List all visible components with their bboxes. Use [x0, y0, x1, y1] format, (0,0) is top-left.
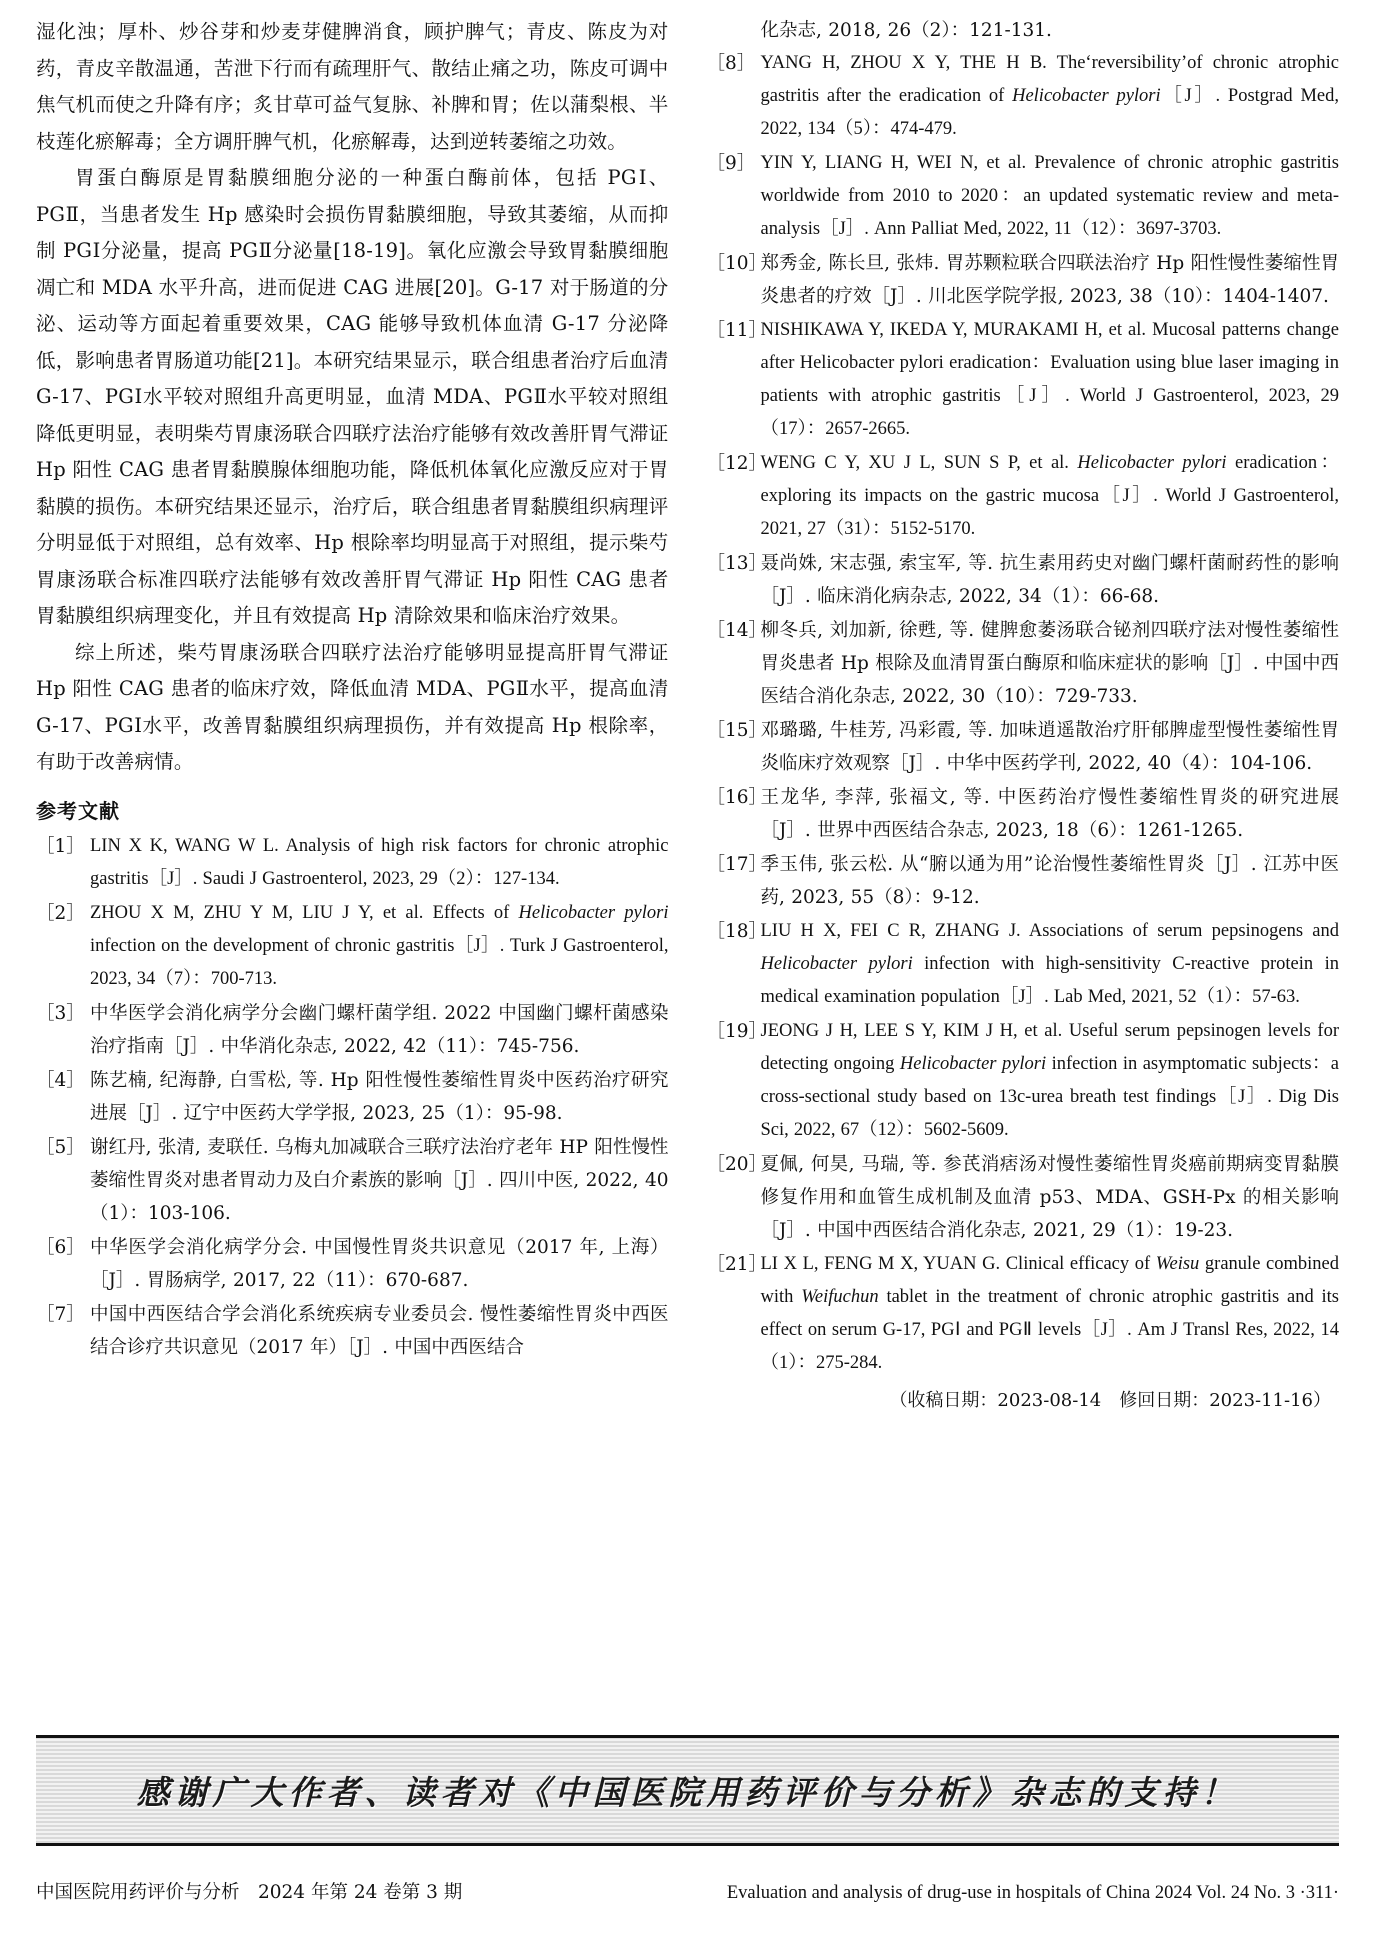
- references-heading: 参考文献: [36, 798, 120, 823]
- reference-item: [707, 147, 1340, 246]
- reference-number: ［2］: [36, 902, 85, 924]
- reference-number: ［8］: [706, 53, 756, 74]
- reference-item: [707, 47, 1340, 146]
- reference-text: ZHOU X M, ZHU Y M, LIU J Y, et al. Effects of Helicobacter pylori infection on the development of chronic gastritis［J］. Turk J Gastroenterol, 2023, 34（7）：700-713.: [90, 902, 669, 989]
- reference-item: [36, 1064, 669, 1130]
- reference-list-left: [36, 830, 669, 1364]
- reference-number: ［6］: [36, 1236, 85, 1258]
- reference-text: LI X L, FENG M X, YUAN G. Clinical efficacy of Weisu granule combined with Weifuchun tablet in the treatment of chronic atrophic gastritis and its effect on serum G-17, PGⅠ and PGⅡ levels［J］. Am J Transl Res, 2022, 14（1）：275-284.: [760, 1254, 1339, 1373]
- reference-text: 中华医学会消化病学分会幽门螺杆菌学组. 2022 中国幽门螺杆菌感染治疗指南［J］. 中华消化杂志, 2022, 42（11）：745-756.: [90, 1002, 669, 1057]
- reference-text: JEONG J H, LEE S Y, KIM J H, et al. Useful serum pepsinogen levels for detecting ongoing Helicobacter pylori infection in asymptomatic subjects：a cross-sectional study based on 13c-urea breath test findings［J］. Dig Dis Sci, 2022, 67（12）：5602-5609.: [760, 1021, 1339, 1140]
- reference-number: ［7］: [36, 1303, 85, 1325]
- reference-item: [707, 447, 1340, 546]
- reference-item: [36, 897, 669, 996]
- reference-text: 中华医学会消化病学分会. 中国慢性胃炎共识意见（2017 年, 上海）［J］. 胃肠病学, 2017, 22（11）：670-687.: [90, 1236, 669, 1291]
- reference-number: ［20］: [706, 1154, 768, 1175]
- reference-item: [707, 848, 1340, 914]
- received-revised-dates: （收稿日期：2023-08-14 修回日期：2023-11-16）: [889, 1390, 1331, 1411]
- banner-text: 感谢广大作者、读者对《中国医院用药评价与分析》杂志的支持！: [136, 1773, 1239, 1812]
- right-column: [707, 14, 1340, 1714]
- reference-list-right: [707, 47, 1340, 1380]
- reference-number-spacer: [707, 14, 761, 47]
- reference-text: 陈艺楠, 纪海静, 白雪松, 等. Hp 阳性慢性萎缩性胃炎中医药治疗研究进展［J］. 辽宁中医药大学学报, 2023, 25（1）：95-98.: [90, 1069, 669, 1124]
- reference-text: 季玉伟, 张云松. 从“腑以通为用”论治慢性萎缩性胃炎［J］. 江苏中医药, 2023, 55（8）：9-12.: [760, 854, 1339, 908]
- reference-number: ［9］: [706, 153, 756, 174]
- reference-text: 郑秀金, 陈长旦, 张炜. 胃苏颗粒联合四联法治疗 Hp 阳性慢性萎缩性胃炎患者的疗效［J］. 川北医学院学报, 2023, 38（10）：1404-1407.: [760, 253, 1339, 307]
- page-footer: [36, 1878, 1339, 1904]
- reference-item: [36, 1131, 669, 1230]
- reference-number: ［11］: [706, 320, 768, 341]
- reference-number: ［15］: [706, 720, 768, 741]
- paragraph-conclusion: 综上所述，柴芍胃康汤联合四联疗法治疗能够明显提高肝胃气滞证 Hp 阳性 CAG 患者的临床疗效，降低血清 MDA、PGⅡ水平，提高血清 G-17、PGⅠ水平，改善胃黏膜组织病理损伤，并有效提高 Hp 根除率，有助于改善病情。: [36, 640, 669, 773]
- reference-text: 邓璐璐, 牛桂芳, 冯彩霞, 等. 加味逍遥散治疗肝郁脾虚型慢性萎缩性胃炎临床疗效观察［J］. 中华中医药学刊, 2022, 40（4）：104-106.: [760, 720, 1339, 774]
- reference-text: 夏佩, 何昊, 马瑞, 等. 参芪消痞汤对慢性萎缩性胃炎癌前期病变胃黏膜修复作用和血管生成机制及血清 p53、MDA、GSH-Px 的相关影响［J］. 中国中西医结合消化杂志, 2021, 29（1）：19-23.: [760, 1154, 1339, 1241]
- reference-number: ［17］: [706, 854, 768, 875]
- reference-text: 谢红丹, 张清, 麦联任. 乌梅丸加减联合三联疗法治疗老年 HP 阳性慢性萎缩性胃炎对患者胃动力及白介素族的影响［J］. 四川中医, 2022, 40（1）：103-106.: [90, 1136, 669, 1224]
- reference-item: [707, 1015, 1340, 1147]
- reference-number: ［21］: [706, 1254, 768, 1275]
- acknowledgement-banner: [36, 1735, 1339, 1840]
- reference-number: ［10］: [706, 253, 768, 274]
- reference-item: [707, 714, 1340, 780]
- reference-number: ［16］: [706, 787, 768, 808]
- reference-continuation: 化杂志, 2018, 26（2）：121-131.: [760, 20, 1052, 41]
- reference-number: ［19］: [706, 1021, 768, 1042]
- reference-text: YIN Y, LIANG H, WEI N, et al. Prevalence of chronic atrophic gastritis worldwide from 2010 to 2020：an updated systematic review and meta-analysis［J］. Ann Palliat Med, 2022, 11（12）：3697-3703.: [760, 153, 1339, 239]
- footer-journal-en: Evaluation and analysis of drug-use in hospitals of China 2024 Vol. 24 No. 3 ·311·: [726, 1883, 1339, 1903]
- reference-number: ［12］: [706, 453, 768, 474]
- footer-journal-cn: 中国医院用药评价与分析 2024 年第 24 卷第 3 期: [36, 1882, 463, 1903]
- reference-text: 中国中西医结合学会消化系统疾病专业委员会. 慢性萎缩性胃炎中西医结合诊疗共识意见（2017 年）［J］. 中国中西医结合: [90, 1303, 669, 1358]
- reference-number: ［3］: [36, 1002, 85, 1024]
- paragraph-continuation: 湿化浊；厚朴、炒谷芽和炒麦芽健脾消食，顾护脾气；青皮、陈皮为对药，青皮辛散温通，苦泄下行而有疏理肝气、散结止痛之功，陈皮可调中焦气机而使之升降有序；炙甘草可益气复脉、补脾和胃；佐以蒲梨根、半枝莲化瘀解毒；全方调肝脾气机，化瘀解毒，达到逆转萎缩之功效。: [36, 20, 669, 153]
- reference-number: ［1］: [36, 835, 85, 857]
- paragraph-discussion: 胃蛋白酶原是胃黏膜细胞分泌的一种蛋白酶前体，包括 PGⅠ、PGⅡ，当患者发生 Hp 感染时会损伤胃黏膜细胞，导致其萎缩，从而抑制 PGⅠ分泌量，提高 PGⅡ分泌量[18-19]。氧化应激会导致胃黏膜细胞凋亡和 MDA 水平升高，进而促进 CAG 进展[20]。G-17 对于肠道的分泌、运动等方面起着重要效果，CAG 能够导致机体血清 G-17 分泌降低，影响患者胃肠道功能[21]。本研究结果显示，联合组患者治疗后血清 G-17、PGⅠ水平较对照组升高更明显，血清 MDA、PGⅡ水平较对照组降低更明显，表明柴芍胃康汤联合四联疗法治疗能够有效改善肝胃气滞证 Hp 阳性 CAG 患者胃黏膜腺体细胞功能，降低机体氧化应激反应对于胃黏膜的损伤。本研究结果还显示，治疗后，联合组患者胃黏膜组织病理评分明显低于对照组，总有效率、Hp 根除率均明显高于对照组，提示柴芍胃康汤联合标准四联疗法能够有效改善肝胃气滞证 Hp 阳性 CAG 患者胃黏膜组织病理变化，并且有效提高 Hp 清除效果和临床治疗效果。: [36, 166, 669, 627]
- reference-item: [707, 547, 1340, 613]
- reference-text: NISHIKAWA Y, IKEDA Y, MURAKAMI H, et al. Mucosal patterns change after Helicobacter pylori eradication：Evaluation using blue laser imaging in patients with atrophic gastritis［J］. World J Gastroenterol, 2023, 29（17）：2657-2665.: [760, 320, 1339, 439]
- reference-item: [707, 247, 1340, 313]
- reference-item: [36, 1231, 669, 1297]
- reference-text: 聂尚姝, 宋志强, 索宝军, 等. 抗生素用药史对幽门螺杆菌耐药性的影响［J］. 临床消化病杂志, 2022, 34（1）：66-68.: [760, 553, 1339, 607]
- reference-text: YANG H, ZHOU X Y, THE H B. The‘reversibility’of chronic atrophic gastritis after the eradication of Helicobacter pylori［J］. Postgrad Med, 2022, 134（5）：474-479.: [760, 53, 1339, 139]
- two-column-layout: [36, 14, 1339, 1714]
- reference-number: ［4］: [36, 1069, 85, 1091]
- reference-number: ［5］: [36, 1136, 85, 1158]
- banner-box: [36, 1735, 1339, 1846]
- reference-item: [36, 997, 669, 1063]
- reference-number: ［13］: [706, 553, 768, 574]
- reference-number: ［18］: [706, 921, 768, 942]
- reference-item: [707, 915, 1340, 1014]
- reference-text: WENG C Y, XU J L, SUN S P, et al. Helicobacter pylori eradication：exploring its impacts on the gastric mucosa［J］. World J Gastroenterol, 2021, 27（31）：5152-5170.: [760, 453, 1339, 539]
- reference-text: 王龙华, 李萍, 张福文, 等. 中医药治疗慢性萎缩性胃炎的研究进展［J］. 世界中西医结合杂志, 2023, 18（6）：1261-1265.: [760, 787, 1339, 841]
- reference-number: ［14］: [706, 620, 768, 641]
- reference-text: LIU H X, FEI C R, ZHANG J. Associations of serum pepsinogens and Helicobacter pylori infection with high-sensitivity C-reactive protein in medical examination population［J］. Lab Med, 2021, 52（1）：57-63.: [760, 921, 1339, 1007]
- reference-item: [707, 614, 1340, 713]
- left-column: [36, 14, 669, 1714]
- reference-item: [707, 1248, 1340, 1380]
- reference-item: [707, 1148, 1340, 1247]
- reference-item: [707, 314, 1340, 446]
- reference-item: [36, 1298, 669, 1364]
- reference-item: [707, 781, 1340, 847]
- reference-text: 柳冬兵, 刘加新, 徐甦, 等. 健脾愈萎汤联合铋剂四联疗法对慢性萎缩性胃炎患者 Hp 根除及血清胃蛋白酶原和临床症状的影响［J］. 中国中西医结合消化杂志, 2022, 30（10）：729-733.: [760, 620, 1339, 707]
- reference-item: [36, 830, 669, 896]
- reference-text: LIN X K, WANG W L. Analysis of high risk factors for chronic atrophic gastritis［J］. Saudi J Gastroenterol, 2023, 29（2）：127-134.: [90, 835, 669, 889]
